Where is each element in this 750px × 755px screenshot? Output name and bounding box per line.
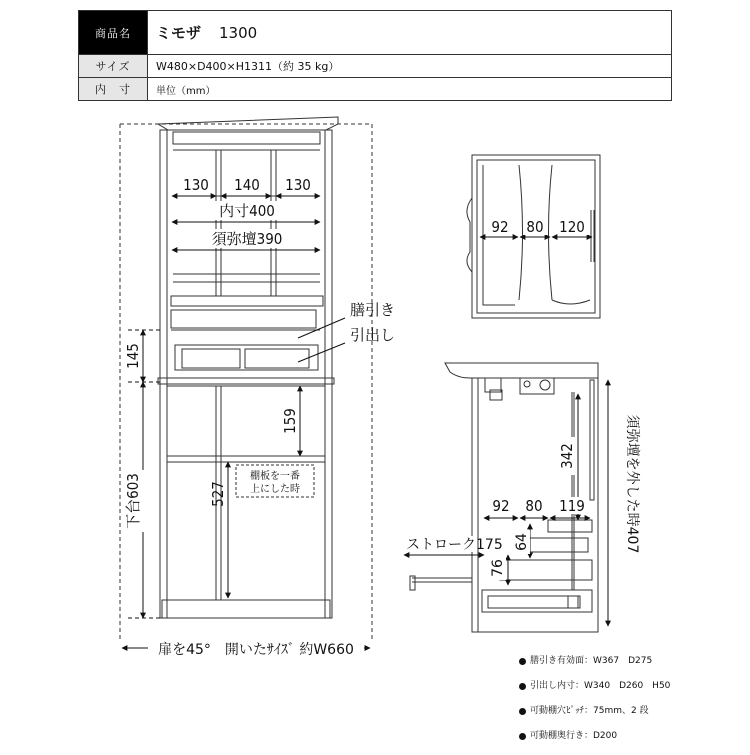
- front-view: [120, 117, 372, 640]
- door-open-width: 扉を45° 開いたｻｲｽﾞ 約W660: [158, 642, 354, 658]
- side-depth-3: 119: [559, 497, 585, 515]
- front-lower-height: 下台603: [124, 473, 142, 529]
- product-name: ミモザ: [156, 24, 202, 42]
- top-labels: [488, 218, 588, 236]
- product-name-label: 商品名: [79, 11, 148, 55]
- side-height-407: 須弥壇を外した時407: [624, 414, 640, 554]
- size-value: W480×D400×H1311（約 35 kg）: [148, 55, 672, 78]
- shelf-note-line-2: 上にした時: [250, 484, 300, 495]
- bullet-icon: [519, 683, 526, 690]
- side-depth-1: 92: [492, 497, 510, 515]
- dimensions-label: 内 寸: [79, 78, 148, 101]
- front-width-2: 140: [234, 176, 260, 194]
- side-height-342: 342: [558, 443, 576, 469]
- front-dimensions: [122, 196, 370, 648]
- note-text: 可動棚穴ﾋﾟｯﾁ：75mm、2 段: [530, 706, 649, 716]
- front-inner-width: 内寸400: [219, 202, 275, 220]
- front-width-1: 130: [183, 176, 209, 194]
- top-depth-2: 80: [526, 218, 544, 236]
- front-width-3: 130: [285, 176, 311, 194]
- note-text: 可動棚奥行き：D200: [530, 731, 618, 741]
- side-height-76: 76: [490, 559, 506, 577]
- front-sumidan-width: 須弥壇390: [211, 230, 283, 248]
- bullet-icon: [519, 733, 526, 740]
- side-height-64: 64: [514, 533, 530, 551]
- note-item: [519, 680, 744, 705]
- product-code: 1300: [219, 24, 258, 42]
- shelf-note-line-1: 棚板を一番: [250, 471, 300, 482]
- front-labels: [124, 175, 395, 658]
- bullet-icon: [519, 708, 526, 715]
- note-text: 引出し内寸：W340 D260 H50: [530, 681, 671, 691]
- note-text: 膳引き有効面：W367 D275: [530, 656, 653, 666]
- side-depth-2: 80: [525, 497, 543, 515]
- size-label: サイズ: [79, 55, 148, 78]
- note-item: [519, 730, 744, 755]
- stroke-length: ストローク175: [406, 537, 503, 553]
- zenbiki-label: 膳引き: [350, 301, 396, 319]
- note-item: [519, 705, 744, 730]
- top-depth-1: 92: [491, 218, 509, 236]
- hikidashi-label: 引出し: [350, 326, 396, 344]
- note-item: [519, 655, 744, 680]
- unit-value: 単位（mm）: [148, 78, 672, 101]
- top-depth-3: 120: [559, 218, 585, 236]
- front-height-145: 145: [124, 343, 142, 369]
- bullet-icon: [519, 658, 526, 665]
- front-height-159: 159: [281, 408, 299, 434]
- spec-notes: [519, 655, 744, 755]
- front-height-527: 527: [209, 481, 227, 507]
